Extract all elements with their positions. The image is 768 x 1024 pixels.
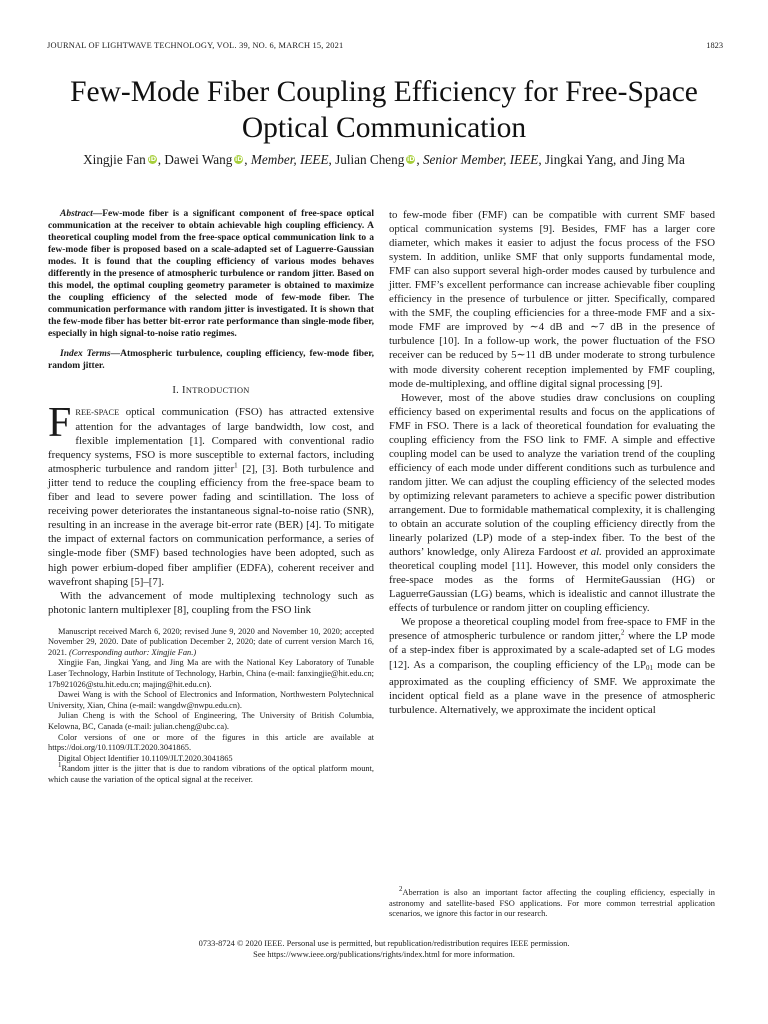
copyright-line: 0733-8724 © 2020 IEEE. Personal use is permitted, but republication/redistribution requires IEEE permission. bbox=[198, 939, 570, 948]
orcid-icon[interactable]: iD bbox=[234, 155, 243, 163]
body-paragraph: We propose a theoretical coupling model from free-space to FMF in the presence of atmospheric turbulence or random jitter,$^2$ where the LP mode of a step-index fiber is approximated by a scale-adapted set of LG modes [12]. As a comparison, the coupling efficiency of the $LP_{01}$ mode can be approximated as the coupling efficiency of SMF. We approximate the incident optical field as a plane wave in the presence of atmospheric turbulence. Alternatively, we approximate the incident optical bbox=[389, 616, 715, 716]
small-caps-lead: REE-SPACE bbox=[75, 408, 120, 417]
affiliation-note: Dawei Wang is with the School of Electronics and Information, Northwestern Polytechnical University, Xian, China (e-mail: wangdw@nwpu.edu.cn). bbox=[48, 690, 374, 710]
author-list: Xingjie Fan iD , Dawei Wang iD , Member, IEEE, Julian Cheng iD , Senior Member, IEEE, Jingkai Yang, and Jing Ma bbox=[83, 152, 685, 167]
index-terms-text: Atmospheric turbulence, coupling efficiency, few-mode fiber, random jitter. bbox=[48, 349, 374, 371]
left-column bbox=[48, 208, 374, 786]
page-number: 1823 bbox=[706, 41, 723, 50]
footnote-block-right bbox=[389, 885, 715, 920]
author-name: Dawei Wang bbox=[164, 152, 233, 167]
affiliation-note: Julian Cheng is with the School of Engineering, The University of British Columbia, Kelowna, BC, Canada (e-mail: julian.cheng@ubc.ca). bbox=[48, 711, 374, 732]
doi-note: Digital Object Identifier 10.1109/JLT.2020.3041865 bbox=[58, 753, 233, 763]
manuscript-note: Manuscript received March 6, 2020; revised June 9, 2020 and November 10, 2020; accepted November 29, 2020. Date of publication December 2, 2020; date of current version March 16, 2021. (Corresponding author: Xingjie Fan.) bbox=[48, 626, 374, 657]
abstract-text: Few-mode fiber is a significant component of free-space optical communication at the receiver to obtain achievable high coupling efficiency. A theoretical coupling model from the free-space optical communication link to a few-mode fiber is proposed based on a scale-adapted set of Laguerre-Gaussian modes. It is found that the coupling efficiency of various modes behaves differently in the presence of atmospheric turbulence or random jitter. Based on this model, the optimal coupling geometry parameter is obtained to maximize the coupling efficiency of the selected mode of few-mode fiber. The communication performance with random jitter is investigated. It is shown that the few-mode fiber has better bit-error rate performance than single-mode fiber, especially in high signal-to-noise ratio regimes. bbox=[48, 209, 374, 339]
body-paragraph: With the advancement of mode multiplexing technology such as photonic lantern multiplexer [8], coupling from the FSO link bbox=[48, 589, 374, 616]
author-name: Xingjie Fan bbox=[83, 152, 146, 167]
body-paragraph: to few-mode fiber (FMF) can be compatible with current SMF based optical communication systems [9]. Besides, FMF has a larger core diameter, which makes it easier to adjust the focus process of the FSO system. In addition, unlike SMF that only supports fundamental mode, FMF can also support several high-order modes caused by turbulence and jitter. FMF’s excellent performance can increase achievable fiber coupling efficiency in the presence of turbulence or jitter. Specifically, compared with the SMF, the coupling efficiencies for a three-mode FMF and a six-mode FMF are improved by ∼4 dB and ∼7 dB in the presence of turbulence [10]. In a follow-up work, the power fluctuation of the FSO receiver can be reduced by 5∼11 dB under moderate to strong turbulence with mode diversity coherent reception implemented by FMF coupling, mode de-multiplexing, and offline digital signal processing [9]. bbox=[389, 209, 715, 390]
paper-title: Few-Mode Fiber Coupling Efficiency for Free-Space Optical Communication bbox=[70, 76, 698, 144]
abstract bbox=[48, 208, 374, 340]
orcid-icon[interactable]: iD bbox=[407, 155, 415, 163]
index-terms-label: Index Terms— bbox=[60, 349, 121, 359]
index-terms bbox=[48, 348, 374, 372]
drop-cap: F bbox=[48, 400, 72, 446]
author-name: Julian Cheng bbox=[335, 152, 405, 167]
body-paragraph: However, most of the above studies draw conclusions on coupling efficiency based on experimental results and focus on the applications of FMF in FSO. There is a lack of theoretical foundation for evaluating the coupling efficiency from the FSO link to FMF. A simple and effective coupling model can be used to analyze the variation trend of the coupling efficiency of each mode under different conditions such as turbulence and random jitter. We can adjust the coupling efficiency of the selected modes by optimizing relevant parameters to achieve a specific power distribution arrangement. Due to formidable mathematical complexity, it is challenging to obtain an accurate solution of the coupling efficiency directly from the linearly polarized (LP) mode of a step-index fiber. To the best of the authors’ knowledge, only Alireza Fardoost et al. provided an approximate theoretical coupling model [11]. However, this model only considers the free-space modes as the forms of HermiteGaussian (HG) or LaguerreGaussian (LG) beams, which is idealistic and cannot illustrate the effects of turbulence or random jitter on coupling efficiency. bbox=[389, 391, 715, 615]
footnote-1: $^1$Random jitter is the jitter that is due to random vibrations of the optical platform mount, which cause the variation of the optical signal at the receiver. bbox=[48, 761, 374, 785]
author-membership: Member, IEEE bbox=[250, 152, 329, 167]
rights-link-line[interactable]: See https://www.ieee.org/publications/rights/index.html for more information. bbox=[253, 950, 515, 959]
orcid-icon[interactable]: iD bbox=[148, 155, 157, 163]
affiliation-note: Xingjie Fan, Jingkai Yang, and Jing Ma are with the National Key Laboratory of Tunable Laser Technology, Harbin Institute of Technology, Harbin, China (e-mail: fanxingjie@hit.edu.cn; 17b921026@stu.hit.edu.cn; majing@hit.edu.cn). bbox=[48, 658, 374, 689]
running-header-journal: JOURNAL OF LIGHTWAVE TECHNOLOGY, VOL. 39, NO. 6, MARCH 15, 2021 bbox=[47, 41, 344, 50]
footnote-ref[interactable]: 1 bbox=[234, 461, 238, 470]
footnote-ref[interactable]: 2 bbox=[620, 628, 625, 637]
copyright-footer bbox=[40, 938, 728, 960]
abstract-label: Abstract— bbox=[60, 209, 103, 219]
author-membership: Senior Member, IEEE bbox=[422, 152, 539, 167]
section-heading: I. INTRODUCTION bbox=[172, 385, 250, 396]
footnote-2: $^2$Aberration is also an important factor affecting the coupling efficiency, especially in astronomy and satellite-based FSO applications. For more common terrestrial application scenarios, we ignore this factor in our research. bbox=[389, 885, 715, 919]
footnote-block bbox=[48, 627, 374, 786]
author-names-rest: Jingkai Yang, and Jing Ma bbox=[544, 152, 685, 167]
body-paragraph: FREE-SPACE optical communication (FSO) has attracted extensive attention for the advantages of large bandwidth, low cost, and flexible implementation [1]. Compared with conventional radio frequency systems, FSO is more susceptible to external factors, including atmospheric turbulence and random jitter$^1$ [2], [3]. Both turbulence and jitter tend to reduce the coupling efficiency from the free-space beam to fiber and lead to severe power fading and scintillation. The loss of receiving power deteriorates the instantaneous signal-to-noise ratio (SNR), resulting in an increase in the average bit-error rate (BER) [4]. To mitigate the impact of external factors on communication performance, a series of single-mode fiber (SMF) based technologies have been adopted, such as high power erbium-doped fiber amplifier (EDFA), coherent receiver and wavefront shaping [5]–[7]. bbox=[48, 400, 374, 588]
color-note: Color versions of one or more of the figures in this article are available at https://doi.org/10.1109/JLT.2020.3041865. bbox=[48, 732, 374, 753]
right-column bbox=[389, 208, 715, 717]
